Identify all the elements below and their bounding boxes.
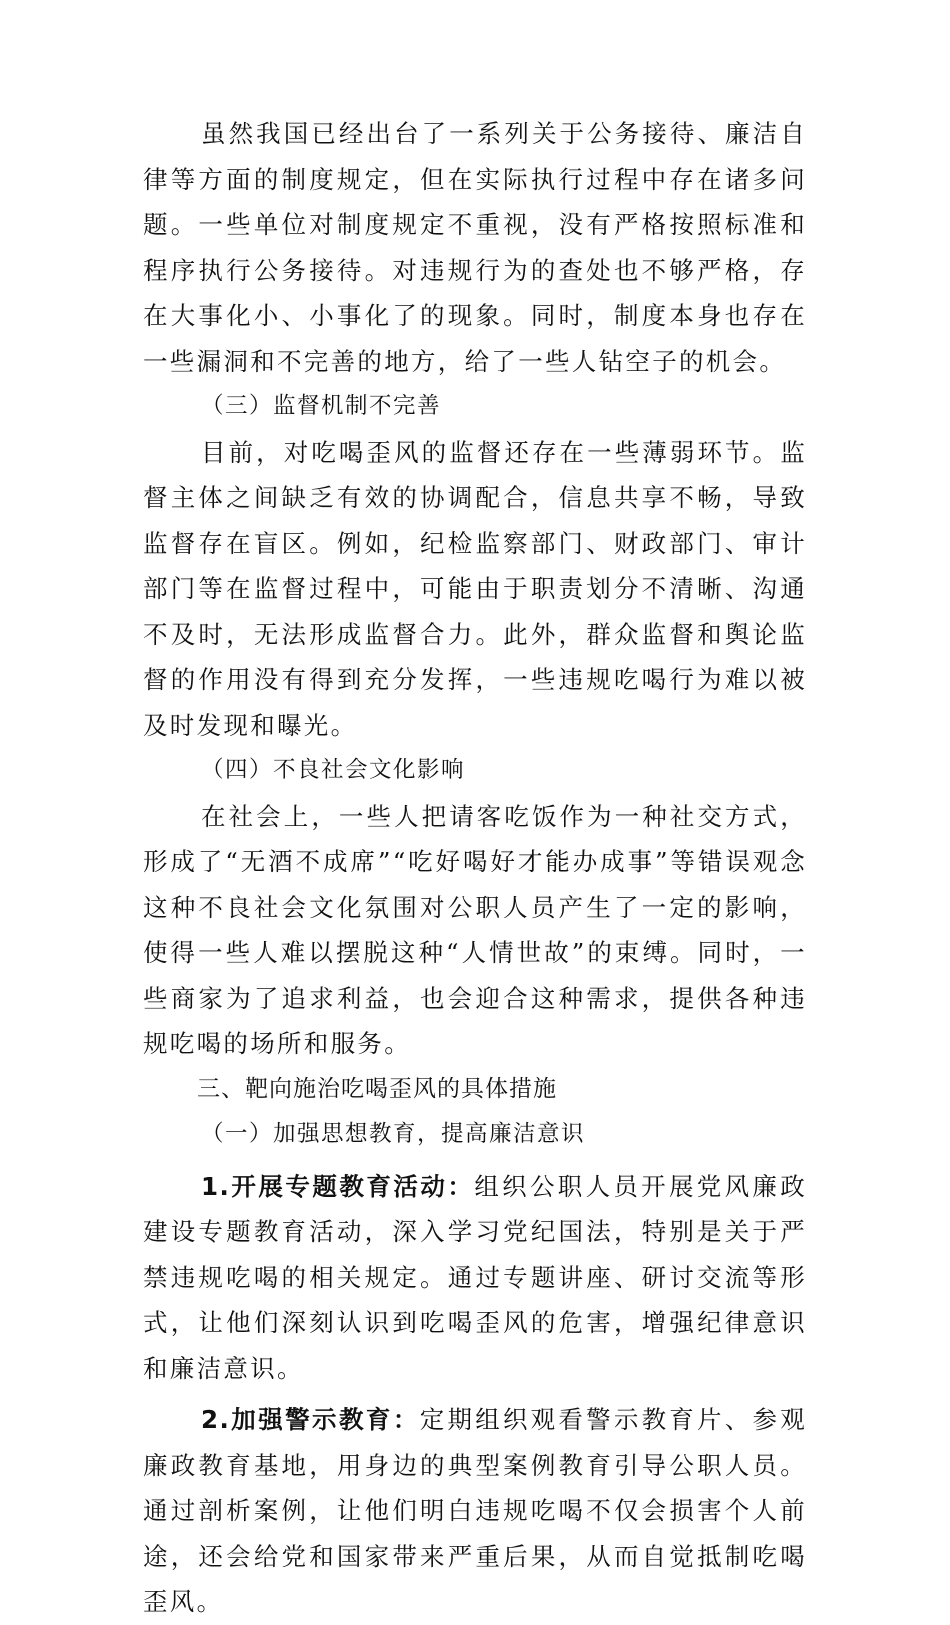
item-topic-education-lead: 1.开展专题教育活动： — [201, 1171, 475, 1201]
item-warning-education — [143, 1397, 807, 1625]
paragraph-supervision: 目前，对吃喝歪风的监督还存在一些薄弱环节。监督主体之间缺乏有效的协调配合，信息共享不畅，导致监督存在盲区。例如，纪检监察部门、财政部门、审计部门等在监督过程中，可能由于职责划分不清晰、沟通不及时，无法形成监督合力。此外，群众监督和舆论监督的作用没有得到充分发挥，一些违规吃喝行为难以被及时发现和曝光。 — [143, 437, 807, 740]
heading-supervision: （三）监督机制不完善 — [201, 393, 442, 419]
subheading-education: （一）加强思想教育，提高廉洁意识 — [201, 1121, 586, 1147]
paragraph-system-issues: 虽然我国已经出台了一系列关于公务接待、廉洁自律等方面的制度规定，但在实际执行过程中存在诸多问题。一些单位对制度规定不重视，没有严格按照标准和程序执行公务接待。对违规行为的查处也不够严格，存在大事化小、小事化了的现象。同时，制度本身也存在一些漏洞和不完善的地方，给了一些人钻空子的机会。 — [143, 119, 807, 376]
heading-culture: （四）不良社会文化影响 — [201, 757, 466, 783]
document-page — [143, 111, 807, 1625]
section-heading-measures: 三、靶向施治吃喝歪风的具体措施 — [197, 1075, 557, 1102]
item-warning-education-lead: 2.加强警示教育： — [201, 1405, 420, 1434]
item-topic-education — [143, 1164, 807, 1392]
item-warning-education-body: 定期组织观看警示教育片、参观廉政教育基地，用身边的典型案例教育引导公职人员。通过剖析案例，让他们明白违规吃喝不仅会损害个人前途，还会给党和国家带来严重后果，从而自觉抵制吃喝歪风。 — [143, 1405, 807, 1616]
paragraph-culture: 在社会上，一些人把请客吃饭作为一种社交方式，形成了“无酒不成席”“吃好喝好才能办成事”等错误观念这种不良社会文化氛围对公职人员产生了一定的影响，使得一些人难以摆脱这种“人情世故”的束缚。同时，一些商家为了追求利益，也会迎合这种需求，提供各种违规吃喝的场所和服务。 — [143, 801, 807, 1058]
item-topic-education-body: 组织公职人员开展党风廉政建设专题教育活动，深入学习党纪国法，特别是关于严禁违规吃喝的相关规定。通过专题讲座、研讨交流等形式，让他们深刻认识到吃喝歪风的危害，增强纪律意识和廉洁意识。 — [143, 1171, 807, 1383]
